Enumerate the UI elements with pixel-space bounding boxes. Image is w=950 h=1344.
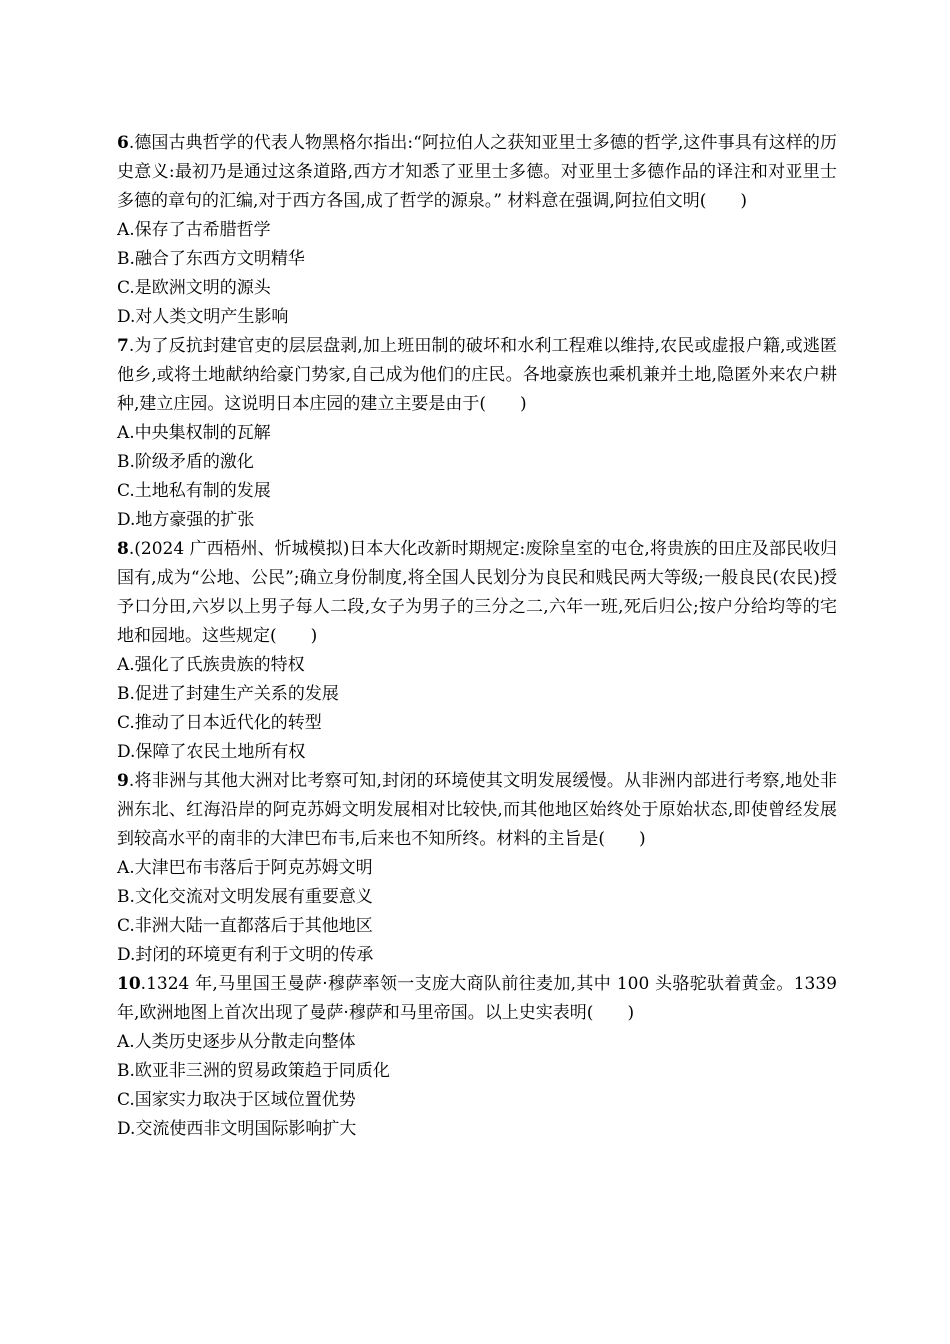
option-a: A.中央集权制的瓦解 bbox=[117, 423, 271, 443]
option-b: B.欧亚非三洲的贸易政策趋于同质化 bbox=[117, 1061, 390, 1081]
question-number: 6 bbox=[117, 133, 129, 153]
option-a: A.强化了氏族贵族的特权 bbox=[117, 655, 305, 675]
option-d: D.地方豪强的扩张 bbox=[117, 510, 255, 530]
option-c: C.国家实力取决于区域位置优势 bbox=[117, 1090, 356, 1110]
option-c: C.土地私有制的发展 bbox=[117, 481, 271, 501]
option-d: D.对人类文明产生影响 bbox=[117, 307, 289, 327]
question-stem bbox=[117, 129, 837, 216]
question-9 bbox=[117, 767, 837, 970]
option-c: C.推动了日本近代化的转型 bbox=[117, 713, 322, 733]
question-text: .德国古典哲学的代表人物黑格尔指出:“阿拉伯人之获知亚里士多德的哲学,这件事具有这样的历史意义:最初乃是通过这条道路,西方才知悉了亚里士多德。对亚里士多德作品的译注和对亚里士多德的章句的汇编,对于西方各国,成了哲学的源泉。” 材料意在强调,阿拉伯文明( ) bbox=[117, 133, 837, 211]
question-stem bbox=[117, 535, 837, 651]
question-stem bbox=[117, 767, 837, 854]
question-text: .为了反抗封建官吏的层层盘剥,加上班田制的破坏和水利工程难以维持,农民或虚报户籍,或逃匿他乡,或将土地献纳给豪门势家,自己成为他们的庄民。各地豪族也乘机兼并土地,隐匿外来农户耕种,建立庄园。这说明日本庄园的建立主要是由于( ) bbox=[117, 336, 837, 414]
option-d: D.保障了农民土地所有权 bbox=[117, 742, 306, 762]
option-a: A.人类历史逐步从分散走向整体 bbox=[117, 1032, 356, 1052]
question-6 bbox=[117, 129, 837, 332]
question-text: .将非洲与其他大洲对比考察可知,封闭的环境使其文明发展缓慢。从非洲内部进行考察,地处非洲东北、红海沿岸的阿克苏姆文明发展相对比较快,而其他地区始终处于原始状态,即使曾经发展到较高水平的南非的大津巴布韦,后来也不知所终。材料的主旨是( ) bbox=[117, 771, 837, 849]
option-c: C.非洲大陆一直都落后于其他地区 bbox=[117, 916, 373, 936]
question-page bbox=[117, 129, 837, 1144]
question-number: 9 bbox=[117, 771, 129, 791]
question-10 bbox=[117, 970, 837, 1144]
option-a: A.大津巴布韦落后于阿克苏姆文明 bbox=[117, 858, 373, 878]
option-d: D.封闭的环境更有利于文明的传承 bbox=[117, 945, 374, 965]
option-d: D.交流使西非文明国际影响扩大 bbox=[117, 1119, 357, 1139]
option-b: B.促进了封建生产关系的发展 bbox=[117, 684, 339, 704]
question-7 bbox=[117, 332, 837, 535]
option-c: C.是欧洲文明的源头 bbox=[117, 278, 271, 298]
question-stem bbox=[117, 332, 837, 419]
option-b: B.文化交流对文明发展有重要意义 bbox=[117, 887, 373, 907]
question-number: 10 bbox=[117, 974, 141, 994]
question-number: 8 bbox=[117, 539, 129, 559]
option-b: B.阶级矛盾的激化 bbox=[117, 452, 254, 472]
question-stem bbox=[117, 970, 837, 1028]
option-a: A.保存了古希腊哲学 bbox=[117, 220, 271, 240]
option-b: B.融合了东西方文明精华 bbox=[117, 249, 305, 269]
question-text: .1324 年,马里国王曼萨·穆萨率领一支庞大商队前往麦加,其中 100 头骆驼驮着黄金。1339 年,欧洲地图上首次出现了曼萨·穆萨和马里帝国。以上史实表明( ) bbox=[117, 974, 837, 1023]
question-8 bbox=[117, 535, 837, 767]
question-text: .(2024 广西梧州、忻城模拟)日本大化改新时期规定:废除皇室的屯仓,将贵族的田庄及部民收归国有,成为“公地、公民”;确立身份制度,将全国人民划分为良民和贱民两大等级;一般良民(农民)授予口分田,六岁以上男子每人二段,女子为男子的三分之二,六年一班,死后归公;按户分给均等的宅地和园地。这些规定( ) bbox=[117, 539, 837, 646]
question-number: 7 bbox=[117, 336, 129, 356]
